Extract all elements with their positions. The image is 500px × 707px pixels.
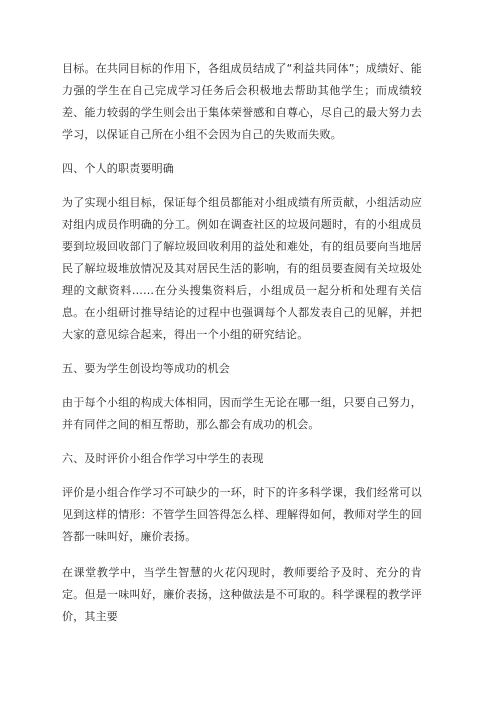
paragraph-equal-opportunity: 由于每个小组的构成大体相同，因而学生无论在哪一组，只要自己努力，并有同伴之间的相互帮助，那么都会有成功的机会。	[62, 396, 422, 431]
section-heading-6: 六、及时评价小组合作学习中学生的表现	[62, 452, 264, 465]
paragraph-evaluation: 评价是小组合作学习不可缺少的一环，时下的许多科学课，我们经常可以见到这样的情形：不管学生回答得怎么样、理解得如何，教师对学生的回答都一味叫好，廉价表扬。	[62, 486, 422, 543]
paragraph-classroom-praise: 在课堂教学中，当学生智慧的火花闪现时，教师要给予及时、充分的肯定。但是一味叫好，廉价表扬，这种做法是不可取的。科学课程的教学评价，其主要	[62, 566, 422, 623]
section-heading-4: 四、个人的职责要明确	[62, 162, 174, 175]
document-body	[62, 58, 422, 628]
section-heading-5: 五、要为学生创设均等成功的机会	[62, 362, 230, 375]
paragraph-responsibilities: 为了实现小组目标，保证每个组员都能对小组成绩有所贡献，小组活动应对组内成员作明确的分工。例如在调查社区的垃圾问题时，有的小组成员要到垃圾回收部门了解垃圾回收利用的益处和难处，有的组员要向当地居民了解垃圾堆放情况及其对居民生活的影响，有的组员要查阅有关垃圾处理的文献资料……在分头搜集资料后，小组成员一起分析和处理有关信息。在小组研讨推导结论的过程中也强调每个人都发表自己的见解，并把大家的意见综合起来，得出一个小组的研究结论。	[62, 196, 422, 341]
paragraph-shared-goal: 目标。在共同目标的作用下，各组成员结成了“利益共同体”；成绩好、能力强的学生在自己完成学习任务后会积极地去帮助其他学生；而成绩较差、能力较弱的学生则会出于集体荣誉感和自尊心，尽自己的最大努力去学习，以保证自己所在小组不会因为自己的失败而失败。	[62, 62, 422, 141]
